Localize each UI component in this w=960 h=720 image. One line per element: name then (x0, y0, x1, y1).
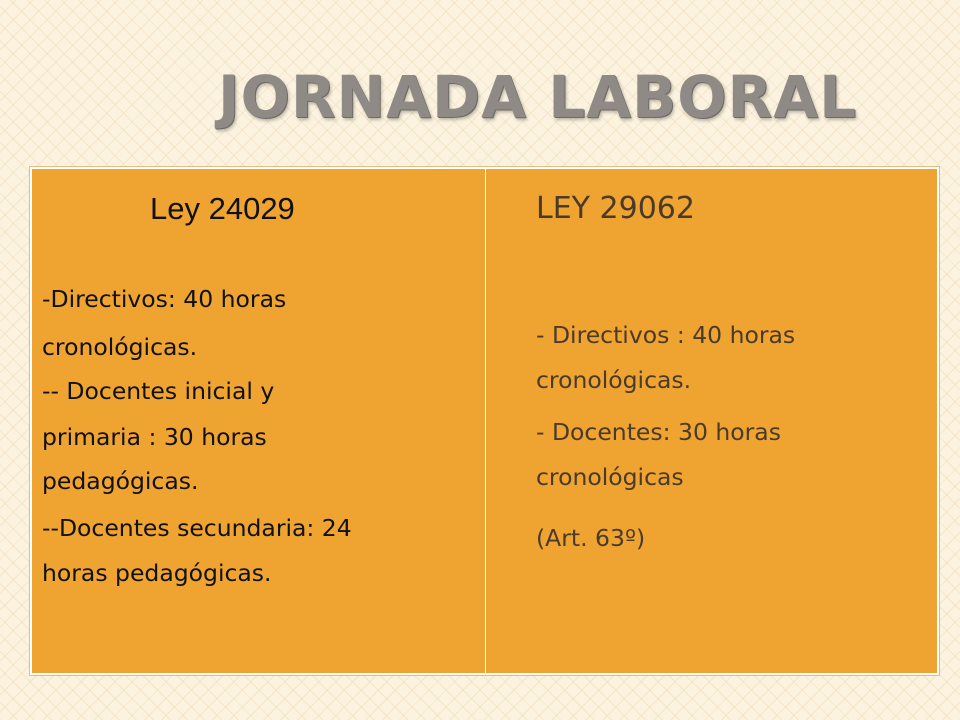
cell-line: - Directivos : 40 horas (536, 321, 796, 349)
cell-line: -- Docentes inicial y (42, 377, 275, 405)
cell-line: horas pedagógicas. (42, 559, 272, 587)
cell-heading: Ley 24029 (150, 191, 295, 226)
slide-title: JORNADA LABORAL (218, 63, 858, 131)
table-cell-ley-24029 (32, 169, 486, 673)
cell-line: pedagógicas. (42, 467, 199, 495)
cell-line: - Docentes: 30 horas (536, 418, 781, 446)
cell-line: primaria : 30 horas (42, 423, 267, 451)
cell-line: (Art. 63º) (536, 524, 646, 552)
cell-heading: LEY 29062 (536, 191, 695, 226)
table-cell-ley-29062 (486, 169, 937, 673)
cell-line: cronológicas. (42, 333, 198, 361)
cell-line: --Docentes secundaria: 24 (42, 514, 352, 542)
comparison-table (30, 167, 939, 675)
cell-line: cronológicas (536, 463, 684, 491)
cell-line: -Directivos: 40 horas (42, 285, 287, 313)
cell-line: cronológicas. (536, 366, 692, 394)
